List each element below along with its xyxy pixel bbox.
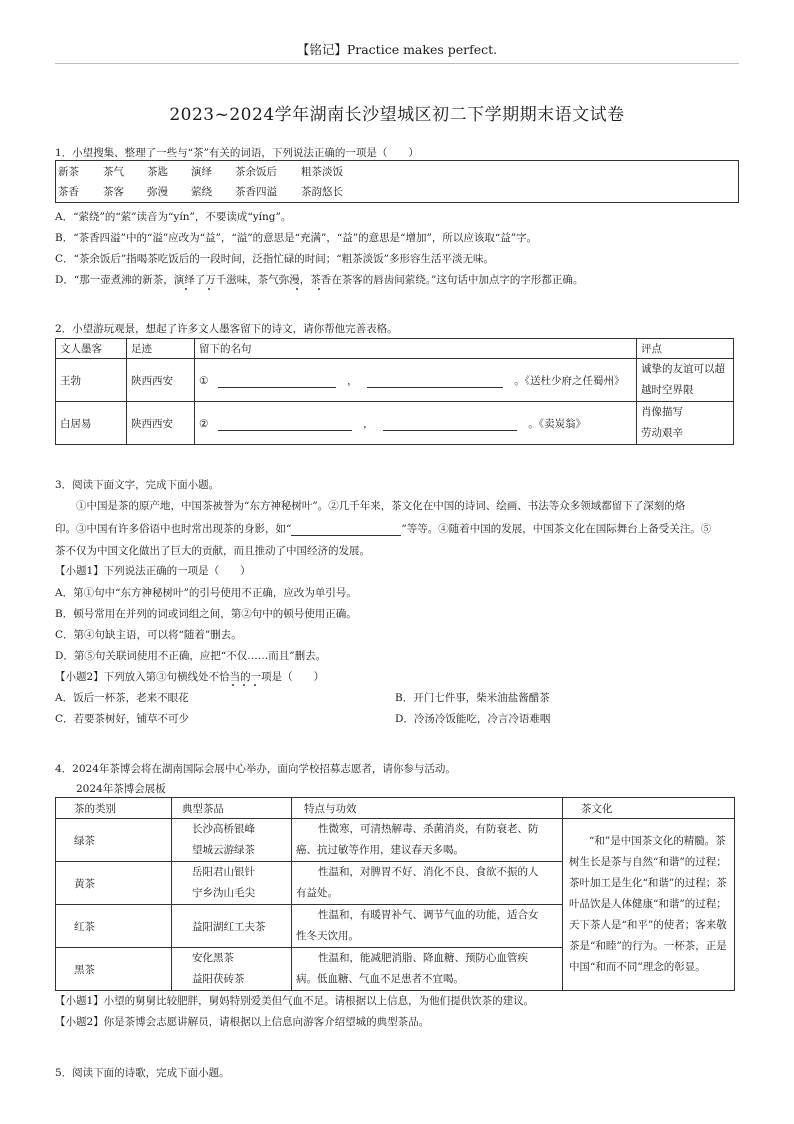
q4-tea-items: [172, 905, 292, 948]
q2-number: ②: [199, 417, 209, 430]
q2-comment: [637, 359, 734, 402]
q4-tea-item: 长沙高桥银峰: [192, 823, 255, 835]
q4-effect-line: 性冬天饮用。: [296, 930, 359, 942]
q4-header: 茶文化: [563, 798, 735, 819]
q4-sub1: 【小题1】小望的舅舅比较肥胖，舅妈特别爱美但气血不足。请根据以上信息，为他们提供饮茶的建议。: [55, 995, 535, 1007]
q3-stem: 3．阅读下面文字，完成下面小题。: [55, 479, 220, 491]
q1-word: 茶韵悠长: [301, 186, 343, 199]
q1-word: 演绎: [191, 165, 212, 178]
q3-passage-part: 印。③中国有许多俗语中也时常出现茶的身影，如“: [55, 523, 292, 535]
answer-blank[interactable]: [383, 420, 517, 431]
q4-effect-line: 性微寒，可清热解毒、杀菌消炎，有防衰老、防: [318, 823, 539, 835]
q3-sub2-option-d[interactable]: D．冷汤冷饭能吃，冷言冷语难咽: [395, 713, 551, 725]
q2-comment-line: 诚挚的友谊可以超: [641, 363, 725, 375]
q4-effect-line: 性温和，有暖胃补气、调节气血的功能，适合女: [318, 909, 539, 921]
q2-verse-cell: [195, 359, 637, 402]
q2-header: 留下的名句: [195, 339, 637, 359]
q4-header: 茶的类别: [56, 798, 172, 819]
q5-stem: 5．阅读下面的诗歌，完成下面小题。: [55, 1067, 230, 1079]
q4-tea-item: 岳阳君山银针: [192, 866, 255, 878]
q2-author: 王勃: [56, 359, 127, 402]
header-divider: [55, 63, 739, 64]
q2-verse-cell: [195, 402, 637, 445]
q4-tea-item: 益阳湖红工夫茶: [192, 920, 266, 933]
q1-word: 新茶: [58, 165, 79, 178]
q1-stem: 1．小望搜集、整理了一些与“茶”有关的词语，下列说法正确的一项是（ ）: [55, 147, 419, 159]
q4-tea-culture: [563, 819, 735, 991]
q4-tea-type: 黑茶: [56, 948, 172, 991]
emphasis-dot: [243, 684, 245, 686]
answer-blank[interactable]: [367, 377, 503, 388]
answer-blank[interactable]: [218, 420, 352, 431]
q4-tea-item: 安化黑茶: [192, 952, 234, 964]
q2-comment-line: 肖像描写: [641, 406, 683, 418]
q1-word: 弥漫: [147, 186, 168, 199]
emphasis-dot: [185, 288, 187, 290]
page-title: 2023~2024学年湖南长沙望城区初二下学期期末语文试卷: [169, 105, 625, 125]
q4-tea-items: [172, 948, 292, 991]
q2-header: 足迹: [127, 339, 195, 359]
q3-sub1-option-c[interactable]: C．第④句缺主语，可以将“随着”删去。: [55, 629, 242, 641]
q3-sub2: 【小题2】下列放入第③句横线处不恰当的一项是（ ）: [55, 671, 325, 683]
q4-tea-effect: [292, 819, 563, 862]
q2-comment: [637, 402, 734, 445]
q4-stem: 4．2024年茶博会将在湖南国际会展中心举办，面向学校招募志愿者，请你参与活动。: [55, 763, 456, 775]
q4-tea-type: 黄茶: [56, 862, 172, 905]
q4-effect-line: 有益处。: [296, 887, 338, 899]
q4-header: 典型茶品: [172, 798, 292, 819]
q3-passage-line: 茶不仅为中国文化做出了巨大的贡献，而且推动了中国经济的发展。: [55, 545, 370, 557]
q4-culture-line: 茶叶加工是生化“和谐”的过程；茶: [569, 877, 727, 889]
q1-option-b[interactable]: B．“茶香四溢”中的“溢”应改为“益”，“溢”的意思是“充满”，“益”的意思是“增加”，所以应该取“益”字。: [55, 232, 538, 244]
q3-sub2-option-a[interactable]: A．饭后一杯茶，老来不眼花: [55, 692, 189, 704]
q4-tea-items: [172, 819, 292, 862]
q3-sub1-option-d[interactable]: D．第⑤句关联词使用不正确，应把“不仅……而且”删去。: [55, 650, 327, 662]
q2-header: 文人墨客: [56, 339, 127, 359]
q4-tea-effect: [292, 862, 563, 905]
q4-sub2: 【小题2】你是茶博会志愿讲解员，请根据以上信息向游客介绍望城的典型茶品。: [55, 1016, 430, 1028]
q4-tea-item: 宁乡沩山毛尖: [192, 887, 255, 899]
q4-culture-line: “和”是中国茶文化的精髓。茶: [589, 835, 726, 847]
q2-place: 陕西西安: [127, 402, 195, 445]
q2-place: 陕西西安: [127, 359, 195, 402]
q3-sub1: 【小题1】下列说法正确的一项是（ ）: [55, 565, 251, 577]
q4-culture-line: 中国“和而不同”理念的彰显。: [569, 961, 706, 973]
emphasis-dot: [296, 288, 298, 290]
q4-tea-type: 红茶: [56, 905, 172, 948]
q3-passage-line: ①中国是茶的原产地，中国茶被誉为“东方神秘树叶”。②几千年来，茶文化在中国的诗词、绘画、书法等众多领域都留下了深刻的烙: [76, 500, 686, 512]
q4-tea-items: [172, 862, 292, 905]
q3-passage-line: [55, 521, 711, 536]
q4-culture-line: 树生长是茶与自然“和谐”的过程；: [569, 856, 727, 868]
q4-header: 特点与功效: [292, 798, 563, 819]
q4-culture-line: 天下茶人是“和平”的使者；客来敬: [569, 919, 727, 931]
q1-option-d[interactable]: D．“那一壶煮沸的新茶，演绎了万千滋味，茶气弥漫，茶香在茶客的唇齿间萦绕。”这句话中加点字的字形都正确。: [55, 274, 584, 286]
q2-comment-line: 越时空界限: [641, 384, 694, 396]
emphasis-dot: [232, 684, 234, 686]
q2-sep: ，: [363, 417, 374, 430]
emphasis-dot: [318, 288, 320, 290]
q4-tea-effect: [292, 948, 563, 991]
answer-blank[interactable]: [291, 525, 401, 536]
q3-sub1-option-b[interactable]: B．顿号常用在并列的词或词组之间，第②句中的顿号使用正确。: [55, 608, 357, 620]
q4-tea-item: 益阳茯砖茶: [192, 973, 245, 985]
q1-word-table: [55, 160, 739, 203]
q1-word: 茶气: [103, 165, 124, 178]
q4-culture-line: 叶品饮是人体健康“和谐”的过程；: [569, 898, 727, 910]
q4-effect-line: 性温和，能减肥消脂、降血糖、预防心血管疾: [318, 952, 528, 964]
q1-option-c[interactable]: C．“茶余饭后”指喝茶吃饭后的一段时间，泛指忙碌的时间；“粗茶淡饭”多形容生活平淡无味。: [55, 253, 495, 265]
q4-effect-line: 病。低血糖、气血不足患者不宜喝。: [296, 973, 464, 985]
q2-source: 。《卖炭翁》: [528, 417, 587, 430]
q2-author: 白居易: [56, 402, 127, 445]
q2-source: 。《送杜少府之任蜀州》: [514, 374, 625, 387]
q4-effect-line: 性温和，对脾胃不好、消化不良、食欲不振的人: [318, 866, 539, 878]
q4-effect-line: 癌、抗过敏等作用，建议春天多喝。: [296, 844, 464, 856]
header-motto: 【铭记】Practice makes perfect.: [296, 42, 498, 57]
q4-table: [55, 797, 735, 991]
q1-option-a[interactable]: A．“萦绕”的“萦”读音为“yín”，不要读成“yíng”。: [55, 211, 292, 223]
emphasis-dot: [254, 684, 256, 686]
q4-tea-item: 望城云游绿茶: [192, 844, 255, 856]
q2-table: [55, 338, 734, 445]
q4-tea-type: 绿茶: [56, 819, 172, 862]
q1-word: 茶香四溢: [235, 186, 277, 199]
q1-word: 茶香: [58, 186, 79, 199]
q1-word: 粗茶淡饭: [301, 165, 343, 178]
q2-sep: ，: [347, 374, 358, 387]
q4-tea-effect: [292, 905, 563, 948]
q3-sub1-option-a[interactable]: A．第①句中“东方神秘树叶”的引号使用不正确，应改为单引号。: [55, 587, 357, 599]
q2-header: 评点: [637, 339, 734, 359]
q2-number: ①: [199, 374, 209, 387]
q2-comment-line: 劳动艰辛: [641, 427, 683, 439]
q1-word: 茶客: [103, 186, 124, 199]
q3-passage-part: ”等等。④随着中国的发展，中国茶文化在国际舞台上备受关注。⑤: [401, 523, 712, 535]
q3-sub2-option-c[interactable]: C．若要茶树好，铺草不可少: [55, 713, 190, 725]
q4-table-caption: 2024年茶博会展板: [76, 783, 166, 795]
answer-blank[interactable]: [218, 377, 336, 388]
emphasis-dot: [208, 288, 210, 290]
q1-word: 茶匙: [147, 165, 168, 178]
q1-word: 茶余饭后: [235, 165, 277, 178]
q3-sub2-option-b[interactable]: B．开门七件事，柴米油盐酱醋茶: [395, 692, 550, 704]
q4-culture-line: 茶是“和睦”的行为。一杯茶，正是: [569, 940, 727, 952]
q1-word: 萦绕: [191, 186, 212, 199]
q2-stem: 2．小望游玩观景，想起了许多文人墨客留下的诗文，请你帮他完善表格。: [55, 323, 398, 335]
